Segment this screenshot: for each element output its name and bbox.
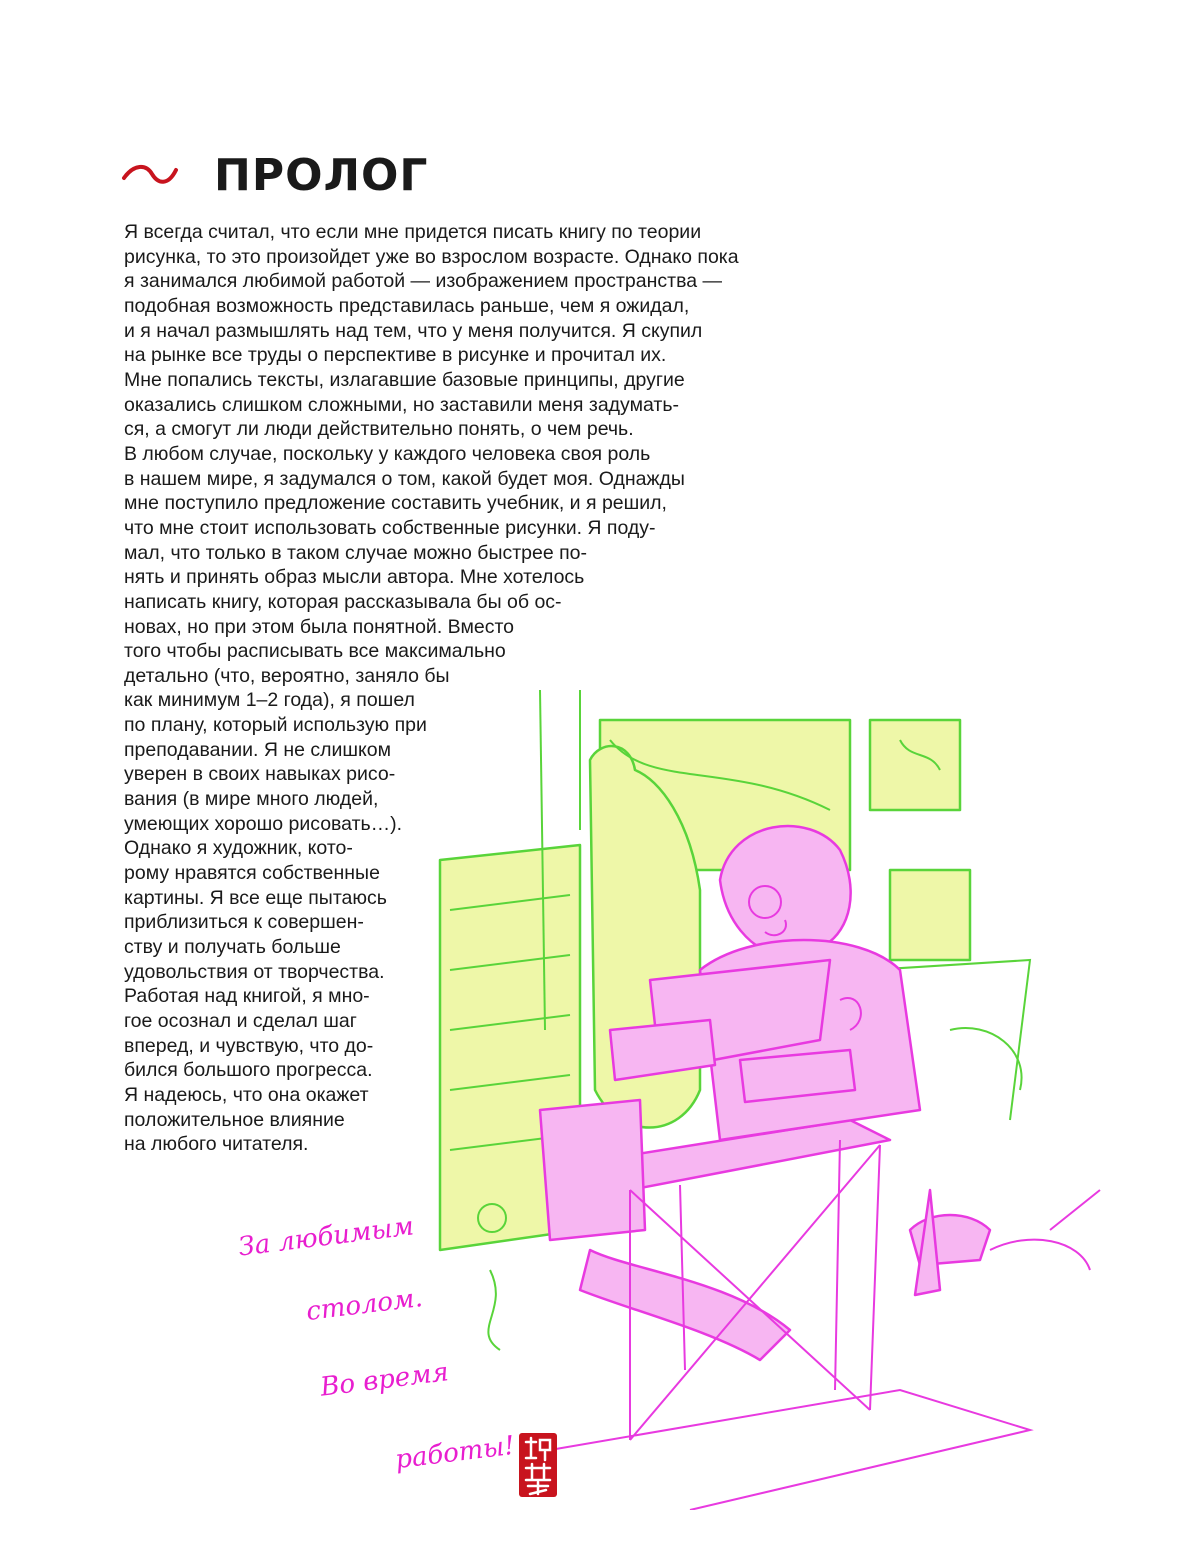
body-line: удовольствия от творчества. [124, 960, 385, 983]
body-line: Я всегда считал, что если мне придется писать книгу по теории [124, 221, 702, 243]
body-line: приблизиться к совершен- [124, 911, 364, 934]
tilde-icon [120, 160, 180, 190]
body-line: того чтобы расписывать все максимально [124, 640, 506, 663]
body-line: Работая над книгой, я мно- [124, 985, 370, 1008]
body-line: положительное влияние [124, 1108, 345, 1131]
body-line: и я начал размышлять над тем, что у меня получится. Я скупил [124, 319, 703, 342]
caption-line: Во время [318, 1357, 451, 1403]
caption-line: столом. [304, 1282, 425, 1328]
body-line: как минимум 1–2 года), я пошел [124, 689, 415, 712]
body-line: на рынке все труды о перспективе в рисунке и прочитал их. [124, 344, 667, 367]
body-line: новах, но при этом была понятной. Вместо [124, 615, 515, 638]
body-line: я занимался любимой работой — изображением пространства — [124, 270, 722, 293]
body-line: Мне попались тексты, излагавшие базовые принципы, другие [124, 368, 685, 391]
body-line: в нашем мире, я задумался о том, какой будет моя. Однажды [124, 467, 685, 490]
body-line: Я надеюсь, что она окажет [124, 1083, 369, 1106]
body-line: что мне стоит использовать собственные рисунки. Я поду- [124, 516, 656, 539]
body-line: на любого читателя. [124, 1133, 309, 1156]
body-line: картины. Я все еще пытаюсь [124, 886, 387, 909]
body-line: подобная возможность представилась раньше, чем я ожидал, [124, 294, 690, 317]
chapter-heading [120, 140, 428, 210]
artist-at-desk-illustration [430, 670, 1110, 1510]
body-line: вперед, и чувствую, что до- [124, 1034, 374, 1057]
caption-line: За любимым [236, 1211, 416, 1263]
body-line: рому нравятся собственные [124, 862, 380, 885]
body-line: оказались слишком сложными, но заставили меня задумать- [124, 393, 679, 416]
body-line: по плану, который использую при [124, 714, 427, 737]
chapter-title: ПРОЛОГ [214, 149, 429, 201]
caption-line: работы! [393, 1430, 517, 1476]
body-line: рисунка, то это произойдет уже во взрослом возрасте. Однако пока [124, 245, 739, 268]
body-line: Однако я художник, кото- [124, 837, 353, 860]
body-line: ству и получать больше [124, 936, 341, 959]
body-line: гое осознал и сделал шаг [124, 1010, 357, 1032]
body-line: написать книгу, которая рассказывала бы об ос- [124, 590, 562, 613]
seal-stamp-icon [518, 1432, 558, 1498]
body-line: нять и принять образ мысли автора. Мне хотелось [124, 566, 585, 589]
body-line: ся, а смогут ли люди действительно понять, о чем речь. [124, 418, 634, 441]
body-line: преподавании. Я не слишком [124, 738, 392, 761]
body-line: умеющих хорошо рисовать…). [124, 812, 403, 835]
body-line: бился большого прогресса. [124, 1059, 373, 1082]
body-line: мал, что только в таком случае можно быстрее по- [124, 541, 588, 564]
body-line: вания (в мире много людей, [124, 788, 379, 811]
body-line: мне поступило предложение составить учебник, и я решил, [124, 492, 667, 515]
body-line: В любом случае, поскольку у каждого человека своя роль [124, 442, 651, 465]
body-line: уверен в своих навыках рисо- [124, 763, 396, 786]
body-line: детально (что, вероятно, заняло бы [124, 664, 450, 687]
